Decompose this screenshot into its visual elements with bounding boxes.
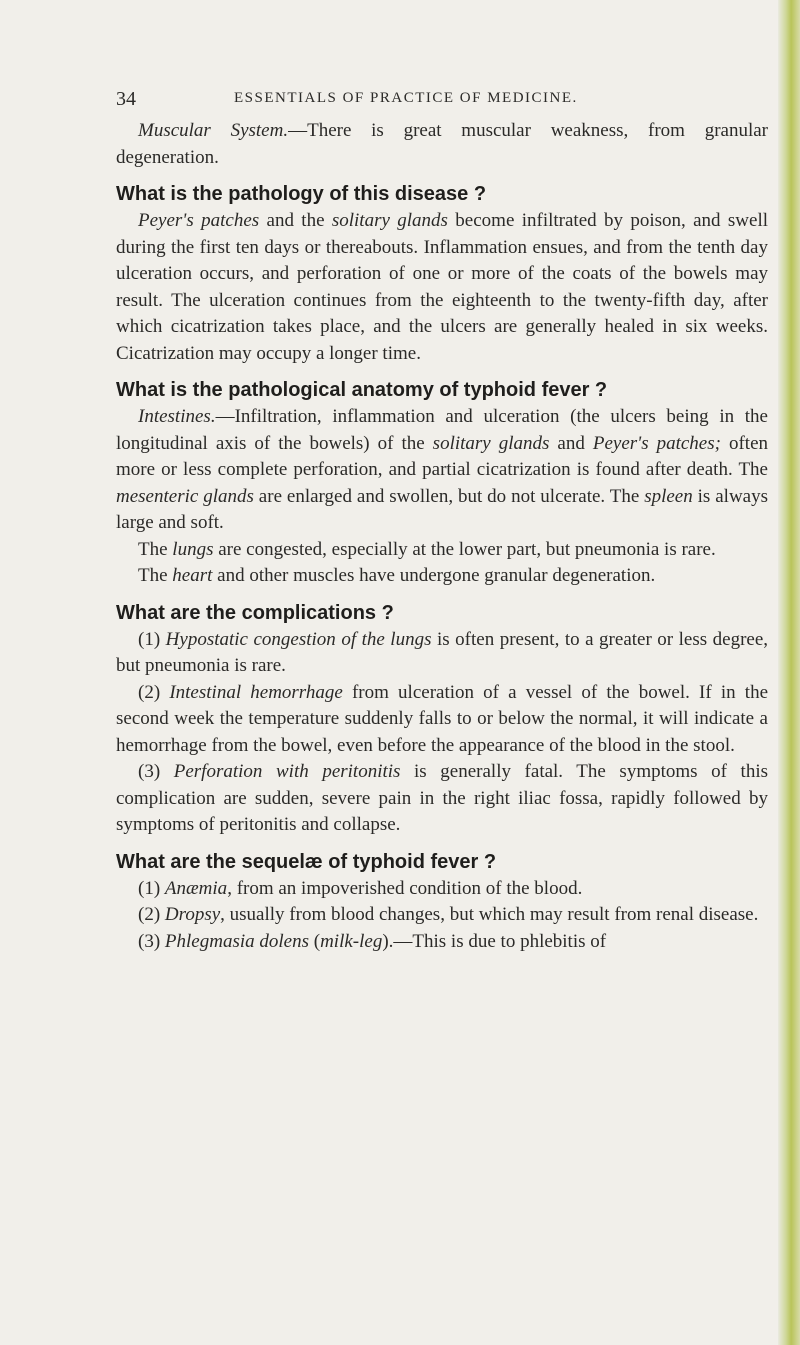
item-number: (2)	[138, 904, 165, 925]
paragraph-pathology	[116, 208, 768, 367]
term: solitary glands	[331, 210, 448, 231]
paragraph-text: from ulceration of a vessel of the bowel. If in the second week the temperature suddenly falls to or below the normal, it will indicate a hemorrhage from the bowel, even before the appearance of the blood in the stool.	[116, 681, 768, 756]
paragraph-text: The	[138, 565, 173, 586]
paragraph-text: and the	[259, 210, 332, 231]
item-number: (2)	[138, 681, 170, 703]
book-page	[116, 78, 768, 955]
paragraph-intestines	[116, 404, 768, 537]
item-number: (1)	[138, 628, 166, 650]
paragraph-text: , from an impoverished condition of the blood.	[227, 877, 583, 899]
paragraph-complication-2	[116, 680, 768, 760]
paragraph-text: is always large and soft.	[116, 485, 768, 533]
paragraph-text: ).—This is due to phlebitis of	[382, 930, 607, 952]
paragraph-text: (	[308, 930, 321, 952]
term: spleen	[644, 485, 693, 507]
question-sequelae: What are the sequelæ of typhoid fever ?	[116, 850, 497, 873]
page-number: 34	[116, 88, 136, 110]
page-edge	[778, 0, 800, 1345]
paragraph-text: is generally fatal. The symptoms of this complication are sudden, severe pain in the right iliac fossa, rapidly followed by symptoms of peritonitis and collapse.	[116, 761, 768, 835]
term: mesenteric glands	[116, 485, 254, 507]
paragraph-muscular	[116, 118, 768, 171]
term: Anæmia	[164, 877, 228, 899]
term: Peyer's patches	[138, 210, 260, 231]
paragraph-text: —There is great muscular weakness, from granular degeneration.	[116, 120, 768, 168]
paragraph-text: are congested, especially at the lower part, but pneumonia is rare.	[213, 538, 716, 560]
paragraph-text: and	[549, 432, 593, 454]
running-title: ESSENTIALS OF PRACTICE OF MEDICINE.	[234, 90, 578, 106]
paragraph-text: is often present, to a greater or less degree, but pneumonia is rare.	[116, 628, 769, 676]
page-header	[116, 78, 768, 118]
paragraph-text: —Infiltration, inflammation and ulceration (the ulcers being in the longitudinal axis of the bowels) of the	[116, 406, 768, 454]
paragraph-lungs	[116, 537, 768, 564]
paragraph-text: , usually from blood changes, but which may result from renal disease.	[220, 904, 759, 925]
term: solitary glands	[432, 432, 550, 454]
paragraph-text: The	[138, 538, 173, 560]
paragraph-text: often more or less complete perforation, and partial cicatrization is found after death. The	[116, 432, 769, 480]
term: Hypostatic congestion of the lungs	[165, 628, 432, 650]
term: milk-leg	[320, 930, 383, 952]
question-complications: What are the complications ?	[116, 601, 394, 624]
paragraph-sequela-1	[116, 876, 768, 903]
term: Dropsy	[164, 904, 221, 925]
paragraph-text: are enlarged and swollen, but do not ulcerate. The	[253, 485, 645, 507]
term: Intestinal hemorrhage	[169, 681, 343, 703]
term: lungs	[172, 538, 214, 560]
paragraph-complication-3	[116, 759, 768, 839]
item-number: (1)	[138, 877, 165, 899]
paragraph-heart	[116, 563, 768, 590]
term: Intestines.	[138, 406, 216, 427]
question-pathology: What is the pathology of this disease ?	[116, 183, 487, 205]
term: Phlegmasia dolens	[164, 930, 309, 952]
item-number: (3)	[138, 761, 174, 782]
term: Peyer's patches;	[592, 432, 721, 454]
item-number: (3)	[138, 930, 165, 952]
paragraph-text: and other muscles have undergone granular degeneration.	[212, 565, 656, 586]
paragraph-sequela-3	[116, 929, 768, 956]
paragraph-text: become infiltrated by poison, and swell during the first ten days or thereabouts. Inflammation ensues, and from the tenth day ulceration occurs, and perforation of one or more of the coats of the bowels may result. The ulceration continues from the eighteenth to the twenty-fifth day, after which cicatrization takes place, and the ulcers are generally healed in six weeks. Cicatrization may occupy a longer time.	[116, 210, 769, 364]
paragraph-complication-1	[116, 627, 768, 680]
term: heart	[172, 565, 213, 586]
question-anatomy: What is the pathological anatomy of typhoid fever ?	[116, 379, 608, 401]
term: Perforation with peritonitis	[173, 761, 401, 782]
term-muscular-system: Muscular System.	[138, 120, 289, 141]
paragraph-sequela-2	[116, 902, 768, 929]
